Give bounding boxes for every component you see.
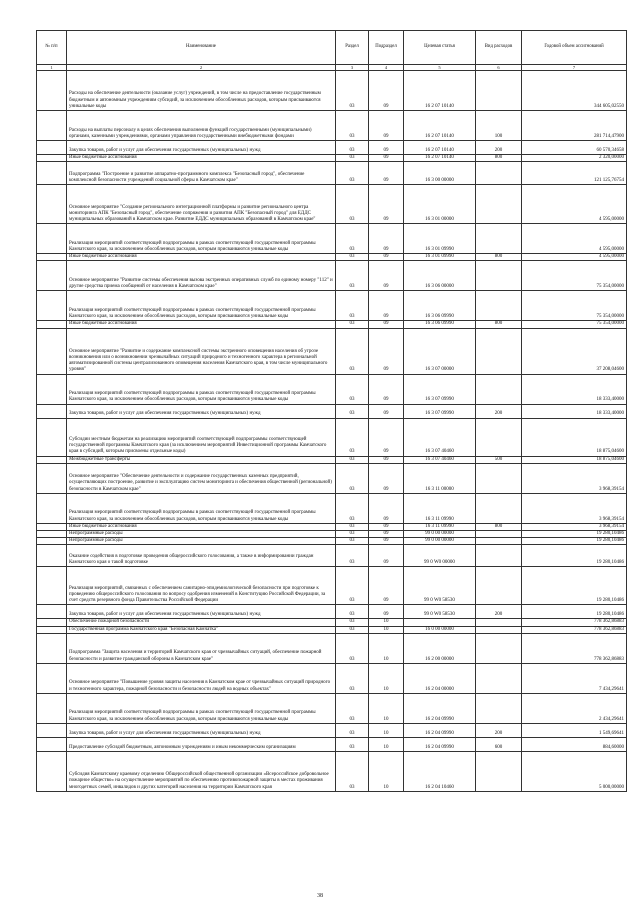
row-sum: 778 362,86883 [522, 633, 627, 663]
row-vr: 200 [476, 605, 522, 619]
row-name: Обеспечение пожарной безопасности [67, 619, 336, 626]
row-name: Непрограммные расходы [67, 538, 336, 545]
row-podrazdel: 09 [369, 567, 404, 605]
row-podrazdel: 09 [369, 71, 404, 111]
document-page [36, 30, 626, 792]
row-razdel: 03 [336, 71, 369, 111]
row-sum: 2 320,00000 [522, 155, 627, 162]
row-num [37, 261, 67, 291]
row-num [37, 538, 67, 545]
table-row [37, 693, 627, 723]
row-razdel: 03 [336, 418, 369, 456]
row-podrazdel: 09 [369, 605, 404, 619]
row-name: Основное мероприятие "Обеспечение деятельности и содержание государственных казенных предприятий, осуществляющих построение, развитие и эксплуатацию систем мониторинга и обеспечения общественной (региональной) безопасности в Камчатском крае" [67, 463, 336, 493]
row-podrazdel: 10 [369, 663, 404, 693]
row-sum: 3 968,39154 [522, 493, 627, 523]
table-row [37, 751, 627, 791]
table-body [37, 71, 627, 792]
row-num [37, 328, 67, 374]
row-vr [476, 418, 522, 456]
col-number: 4 [369, 65, 404, 71]
row-num [37, 663, 67, 693]
row-name: Непрограммные расходы [67, 531, 336, 538]
row-csr: 16 3 11 00000 [404, 463, 476, 493]
row-csr: 99 0 W0 58530 [404, 567, 476, 605]
row-csr: 16 3 00 00000 [404, 162, 476, 185]
row-sum: 75 354,00000 [522, 291, 627, 321]
row-podrazdel: 10 [369, 751, 404, 791]
row-podrazdel: 10 [369, 619, 404, 626]
row-vr: 500 [476, 456, 522, 463]
row-razdel: 03 [336, 404, 369, 418]
table-row [37, 545, 627, 567]
table-row [37, 141, 627, 155]
row-sum: 778 362,86883 [522, 626, 627, 633]
row-podrazdel: 09 [369, 321, 404, 328]
row-csr: 16 2 00 00000 [404, 633, 476, 663]
table-row [37, 224, 627, 254]
row-name: Субсидия Камчатскому краевому отделению Общероссийской общественной организации «Всероссийское добровольное пожарное общество» на осуществление мероприятий по обеспечению противопожарной защиты в местах проживания многодетных семей, инвалидов и других категорий населения на территории Камчатского края [67, 751, 336, 791]
row-csr [404, 619, 476, 626]
row-podrazdel: 09 [369, 538, 404, 545]
row-name: Подпрограмма "Защита населения и территорий Камчатского края от чрезвычайных ситуаций, обеспечение пожарной безопасности и развитие гражданской обороны в Камчатском крае" [67, 633, 336, 663]
row-num [37, 545, 67, 567]
row-sum: 37 208,04600 [522, 328, 627, 374]
row-razdel: 03 [336, 328, 369, 374]
row-vr [476, 224, 522, 254]
row-razdel: 03 [336, 751, 369, 791]
table-row [37, 619, 627, 626]
row-num [37, 531, 67, 538]
row-num [37, 723, 67, 737]
table-row [37, 456, 627, 463]
row-vr [476, 538, 522, 545]
table-row [37, 291, 627, 321]
row-vr: 800 [476, 254, 522, 261]
row-sum: 1 549,69641 [522, 723, 627, 737]
row-num [37, 374, 67, 404]
row-num [37, 626, 67, 633]
row-razdel: 03 [336, 619, 369, 626]
header-vr: Вид расходов [476, 31, 522, 65]
col-number: 5 [404, 65, 476, 71]
row-podrazdel: 09 [369, 224, 404, 254]
row-podrazdel: 09 [369, 545, 404, 567]
row-sum: 7 434,29641 [522, 663, 627, 693]
header-csr: Целевая статья [404, 31, 476, 65]
row-name: Основное мероприятие "Развитие и содержание комплексной системы экстренного оповещения населения об угрозе возникновения или о возникновении чрезвычайных ситуаций природного и техногенного характера в региональной автоматизированной системы централизованного оповещения населения Камчатского края, в том числе муниципального уровня" [67, 328, 336, 374]
row-sum: 344 605,02550 [522, 71, 627, 111]
row-name: Реализация мероприятий соответствующей подпрограммы в рамках соответствующей государственной программы Камчатского края, за исключением обособленных расходов, которым присваиваются уникальные коды [67, 224, 336, 254]
row-podrazdel: 09 [369, 155, 404, 162]
row-vr: 800 [476, 155, 522, 162]
row-vr [476, 374, 522, 404]
table-row [37, 538, 627, 545]
row-csr: 16 3 01 09990 [404, 224, 476, 254]
row-razdel: 03 [336, 545, 369, 567]
table-row [37, 185, 627, 224]
row-csr: 99 0 00 00000 [404, 538, 476, 545]
row-vr [476, 663, 522, 693]
row-razdel: 03 [336, 162, 369, 185]
row-csr: 16 2 04 00000 [404, 663, 476, 693]
table-row [37, 493, 627, 523]
col-number: 7 [522, 65, 627, 71]
row-razdel: 03 [336, 538, 369, 545]
row-razdel: 03 [336, 723, 369, 737]
table-row [37, 737, 627, 751]
table-row [37, 321, 627, 328]
row-vr [476, 71, 522, 111]
row-razdel: 03 [336, 693, 369, 723]
row-name: Закупка товаров, работ и услуг для обеспечения государственных (муниципальных) нужд [67, 141, 336, 155]
row-csr: 16 2 04 09990 [404, 723, 476, 737]
row-razdel: 03 [336, 663, 369, 693]
row-csr: 16 2 07 10140 [404, 155, 476, 162]
row-vr: 200 [476, 141, 522, 155]
row-num [37, 155, 67, 162]
row-razdel: 03 [336, 633, 369, 663]
table-row [37, 261, 627, 291]
row-csr: 16 0 00 00000 [404, 626, 476, 633]
table-row [37, 723, 627, 737]
row-razdel: 03 [336, 493, 369, 523]
row-csr: 99 0 00 00000 [404, 531, 476, 538]
row-podrazdel: 09 [369, 185, 404, 224]
row-vr: 200 [476, 404, 522, 418]
row-csr: 16 3 07 09990 [404, 404, 476, 418]
row-name: Основное мероприятие "Создание регионального интеграционной платформы и развитие регионального центра мониторинга АПК "Безопасный город", обеспечение сопряжения и развития АПК "Безопасный город" для ЕДДС муниципальных образований в Камчатском крае. Развитие ЕДДС муниципальных образований в Камчатском крае" [67, 185, 336, 224]
table-row [37, 374, 627, 404]
row-num [37, 141, 67, 155]
row-num [37, 224, 67, 254]
row-sum: 3 968,39154 [522, 523, 627, 530]
row-vr [476, 328, 522, 374]
row-razdel: 03 [336, 737, 369, 751]
row-sum: 778 362,86883 [522, 619, 627, 626]
row-csr: 16 3 06 09990 [404, 291, 476, 321]
row-num [37, 321, 67, 328]
row-vr [476, 567, 522, 605]
row-vr [476, 291, 522, 321]
row-name: Иные бюджетные ассигнования [67, 523, 336, 530]
row-num [37, 404, 67, 418]
row-podrazdel: 09 [369, 463, 404, 493]
col-number: 6 [476, 65, 522, 71]
table-row [37, 111, 627, 141]
row-sum: 4 595,00000 [522, 254, 627, 261]
col-number: 3 [336, 65, 369, 71]
row-csr: 16 2 07 10140 [404, 71, 476, 111]
row-podrazdel: 09 [369, 162, 404, 185]
row-vr [476, 162, 522, 185]
row-num [37, 162, 67, 185]
row-csr: 16 3 01 09990 [404, 254, 476, 261]
row-name: Расходы на выплаты персоналу в целях обеспечения выполнения функций государственными (муниципальными) органами, казенными учреждениями, органами управления государственными внебюджетными фондами [67, 111, 336, 141]
row-num [37, 619, 67, 626]
row-vr [476, 531, 522, 538]
row-vr [476, 693, 522, 723]
row-razdel: 03 [336, 291, 369, 321]
row-name: Закупка товаров, работ и услуг для обеспечения государственных (муниципальных) нужд [67, 605, 336, 619]
row-podrazdel: 09 [369, 328, 404, 374]
row-sum: 2 434,29641 [522, 693, 627, 723]
row-sum: 60 570,34658 [522, 141, 627, 155]
row-name: Иные бюджетные ассигнования [67, 254, 336, 261]
row-razdel: 03 [336, 523, 369, 530]
row-sum: 18 875,04600 [522, 418, 627, 456]
row-podrazdel: 10 [369, 626, 404, 633]
row-vr: 800 [476, 321, 522, 328]
row-vr: 800 [476, 523, 522, 530]
table-row [37, 404, 627, 418]
row-razdel: 03 [336, 531, 369, 538]
table-row [37, 567, 627, 605]
row-podrazdel: 09 [369, 291, 404, 321]
table-row [37, 523, 627, 530]
row-num [37, 456, 67, 463]
row-num [37, 291, 67, 321]
header-row [37, 31, 627, 65]
row-num [37, 463, 67, 493]
row-podrazdel: 09 [369, 141, 404, 155]
row-sum: 19 280,10486 [522, 605, 627, 619]
row-num [37, 633, 67, 663]
row-podrazdel: 10 [369, 633, 404, 663]
row-csr: 16 3 07 00000 [404, 328, 476, 374]
row-sum: 75 354,00000 [522, 321, 627, 328]
row-razdel: 03 [336, 456, 369, 463]
row-razdel: 03 [336, 254, 369, 261]
row-sum: 281 714,47900 [522, 111, 627, 141]
row-razdel: 03 [336, 567, 369, 605]
page-number: 38 [317, 893, 323, 899]
row-num [37, 567, 67, 605]
table-row [37, 463, 627, 493]
header-sum: Годовой объем ассигнований [522, 31, 627, 65]
row-podrazdel: 09 [369, 404, 404, 418]
row-podrazdel: 09 [369, 456, 404, 463]
col-number: 2 [67, 65, 336, 71]
row-num [37, 523, 67, 530]
row-name: Субсидии местным бюджетам на реализацию мероприятий соответствующей подпрограммы соответствующей государственной программы Камчатского края (за исключением мероприятий Инвестиционной программы Камчатского края в субсидий, которым присвоены отдельные коды) [67, 418, 336, 456]
row-podrazdel: 10 [369, 693, 404, 723]
row-razdel: 03 [336, 463, 369, 493]
row-name: Иные бюджетные ассигнования [67, 321, 336, 328]
table-row [37, 254, 627, 261]
row-podrazdel: 09 [369, 261, 404, 291]
row-razdel: 03 [336, 141, 369, 155]
row-vr [476, 751, 522, 791]
row-name: Закупка товаров, работ и услуг для обеспечения государственных (муниципальных) нужд [67, 404, 336, 418]
table-row [37, 663, 627, 693]
row-name: Иные бюджетные ассигнования [67, 155, 336, 162]
row-razdel: 03 [336, 224, 369, 254]
row-num [37, 693, 67, 723]
row-num [37, 418, 67, 456]
row-name: Реализация мероприятий соответствующей подпрограммы в рамках соответствующей государственной программы Камчатского края, за исключением обособленных расходов, которым присваиваются уникальные коды [67, 493, 336, 523]
row-csr: 16 3 11 09990 [404, 523, 476, 530]
row-sum: 18 875,04600 [522, 456, 627, 463]
row-podrazdel: 09 [369, 493, 404, 523]
row-name: Основное мероприятие "Развитие системы обеспечения вызова экстренных оперативных служб по единому номеру "112" и другие средства приема сообщений от населения в Камчатском крае" [67, 261, 336, 291]
table-row [37, 71, 627, 111]
row-razdel: 03 [336, 321, 369, 328]
row-name: Государственная программа Камчатского края "Безопасная Камчатка" [67, 626, 336, 633]
table-row [37, 162, 627, 185]
row-sum: 18 333,40000 [522, 374, 627, 404]
row-sum: 4 595,00000 [522, 224, 627, 254]
table-row [37, 605, 627, 619]
row-vr: 100 [476, 111, 522, 141]
row-name: Реализация мероприятий, связанных с обеспечением санитарно-эпидемиологической безопасности при подготовке к проведению общероссийского голосования по вопросу одобрения изменений в Конституцию Российской Федерации, за счет средств резервного фонда Правительства Российской Федерации [67, 567, 336, 605]
row-csr: 16 2 04 09990 [404, 737, 476, 751]
row-name: Оказание содействия в подготовке проведения общероссийского голосования, а также в информировании граждан Камчатского края о такой подготовке [67, 545, 336, 567]
row-name: Реализация мероприятий соответствующей подпрограммы в рамках соответствующей государственной программы Камчатского края, за исключением обособленных расходов, которым присваиваются уникальные коды [67, 374, 336, 404]
row-podrazdel: 09 [369, 523, 404, 530]
row-sum: 4 595,00000 [522, 185, 627, 224]
row-name: Предоставление субсидий бюджетным, автономным учреждениям и иным некоммерческим организациям [67, 737, 336, 751]
col-number: 1 [37, 65, 67, 71]
row-name: Межбюджетные трансферты [67, 456, 336, 463]
row-num [37, 737, 67, 751]
row-sum: 19 280,10486 [522, 567, 627, 605]
row-name: Реализация мероприятий соответствующей подпрограммы в рамках соответствующей государственной программы Камчатского края, за исключением обособленных расходов, которым присваиваются уникальные коды [67, 291, 336, 321]
row-num [37, 111, 67, 141]
row-vr [476, 493, 522, 523]
header-name: Наименование [67, 31, 336, 65]
row-name: Основное мероприятие "Повышение уровня защиты населения в Камчатском крае от чрезвычайных ситуаций природного и техногенного характера, пожарной безопасности и безопасности людей на водных объектах" [67, 663, 336, 693]
row-csr: 16 3 07 09990 [404, 374, 476, 404]
row-csr: 16 3 01 00000 [404, 185, 476, 224]
row-vr: 200 [476, 723, 522, 737]
row-num [37, 751, 67, 791]
row-vr [476, 185, 522, 224]
row-csr: 16 2 07 10140 [404, 141, 476, 155]
row-sum: 19 280,10486 [522, 545, 627, 567]
row-vr [476, 619, 522, 626]
row-name: Реализация мероприятий соответствующей подпрограммы в рамках соответствующей государственной программы Камчатского края, за исключением обособленных расходов, которым присваиваются уникальные коды [67, 693, 336, 723]
row-vr [476, 261, 522, 291]
row-razdel: 03 [336, 374, 369, 404]
table-row [37, 418, 627, 456]
row-csr: 16 3 07 40460 [404, 418, 476, 456]
row-razdel: 03 [336, 605, 369, 619]
row-num [37, 71, 67, 111]
row-sum: 121 125,76754 [522, 162, 627, 185]
row-vr [476, 545, 522, 567]
row-razdel: 03 [336, 155, 369, 162]
row-csr: 99 0 W0 00000 [404, 545, 476, 567]
budget-table [36, 30, 627, 792]
row-sum: 19 280,10486 [522, 531, 627, 538]
row-csr: 16 2 07 10140 [404, 111, 476, 141]
row-name: Закупка товаров, работ и услуг для обеспечения государственных (муниципальных) нужд [67, 723, 336, 737]
row-csr: 16 3 06 09990 [404, 321, 476, 328]
row-podrazdel: 09 [369, 418, 404, 456]
row-sum: 3 968,39154 [522, 463, 627, 493]
row-num [37, 605, 67, 619]
row-podrazdel: 09 [369, 254, 404, 261]
row-name: Подпрограмма "Построение и развитие аппаратно-программного комплекса "Безопасный город", обеспечение комплексной безопасности учреждений социальной сферы в Камчатском крае" [67, 162, 336, 185]
row-sum: 18 333,40000 [522, 404, 627, 418]
row-num [37, 185, 67, 224]
row-csr: 99 0 W0 58530 [404, 605, 476, 619]
row-razdel: 03 [336, 626, 369, 633]
table-row [37, 626, 627, 633]
row-csr: 16 3 11 09990 [404, 493, 476, 523]
header-num: № п/п [37, 31, 67, 65]
row-podrazdel: 09 [369, 111, 404, 141]
header-razdel: Раздел [336, 31, 369, 65]
row-num [37, 254, 67, 261]
row-vr: 600 [476, 737, 522, 751]
row-razdel: 03 [336, 261, 369, 291]
header-podrazdel: Подраздел [369, 31, 404, 65]
row-sum: 5 000,00000 [522, 751, 627, 791]
row-csr: 16 2 04 10460 [404, 751, 476, 791]
row-podrazdel: 09 [369, 531, 404, 538]
row-podrazdel: 10 [369, 737, 404, 751]
row-csr: 16 3 06 00000 [404, 261, 476, 291]
row-sum: 19 280,10486 [522, 538, 627, 545]
table-row [37, 155, 627, 162]
row-razdel: 03 [336, 185, 369, 224]
table-row [37, 531, 627, 538]
row-sum: 884,60000 [522, 737, 627, 751]
row-vr [476, 463, 522, 493]
row-name: Расходы на обеспечение деятельности (оказание услуг) учреждений, в том числе на предоставление государственным бюджетным и автономным учреждениям субсидий, за исключением обособленных расходов, которым присваиваются уникальные коды [67, 71, 336, 111]
row-podrazdel: 09 [369, 374, 404, 404]
row-csr: 16 2 04 09990 [404, 693, 476, 723]
row-razdel: 03 [336, 111, 369, 141]
table-row [37, 328, 627, 374]
row-vr [476, 633, 522, 663]
row-vr [476, 626, 522, 633]
row-num [37, 493, 67, 523]
table-row [37, 633, 627, 663]
row-csr: 16 3 07 40460 [404, 456, 476, 463]
row-podrazdel: 10 [369, 723, 404, 737]
row-sum: 75 354,00000 [522, 261, 627, 291]
